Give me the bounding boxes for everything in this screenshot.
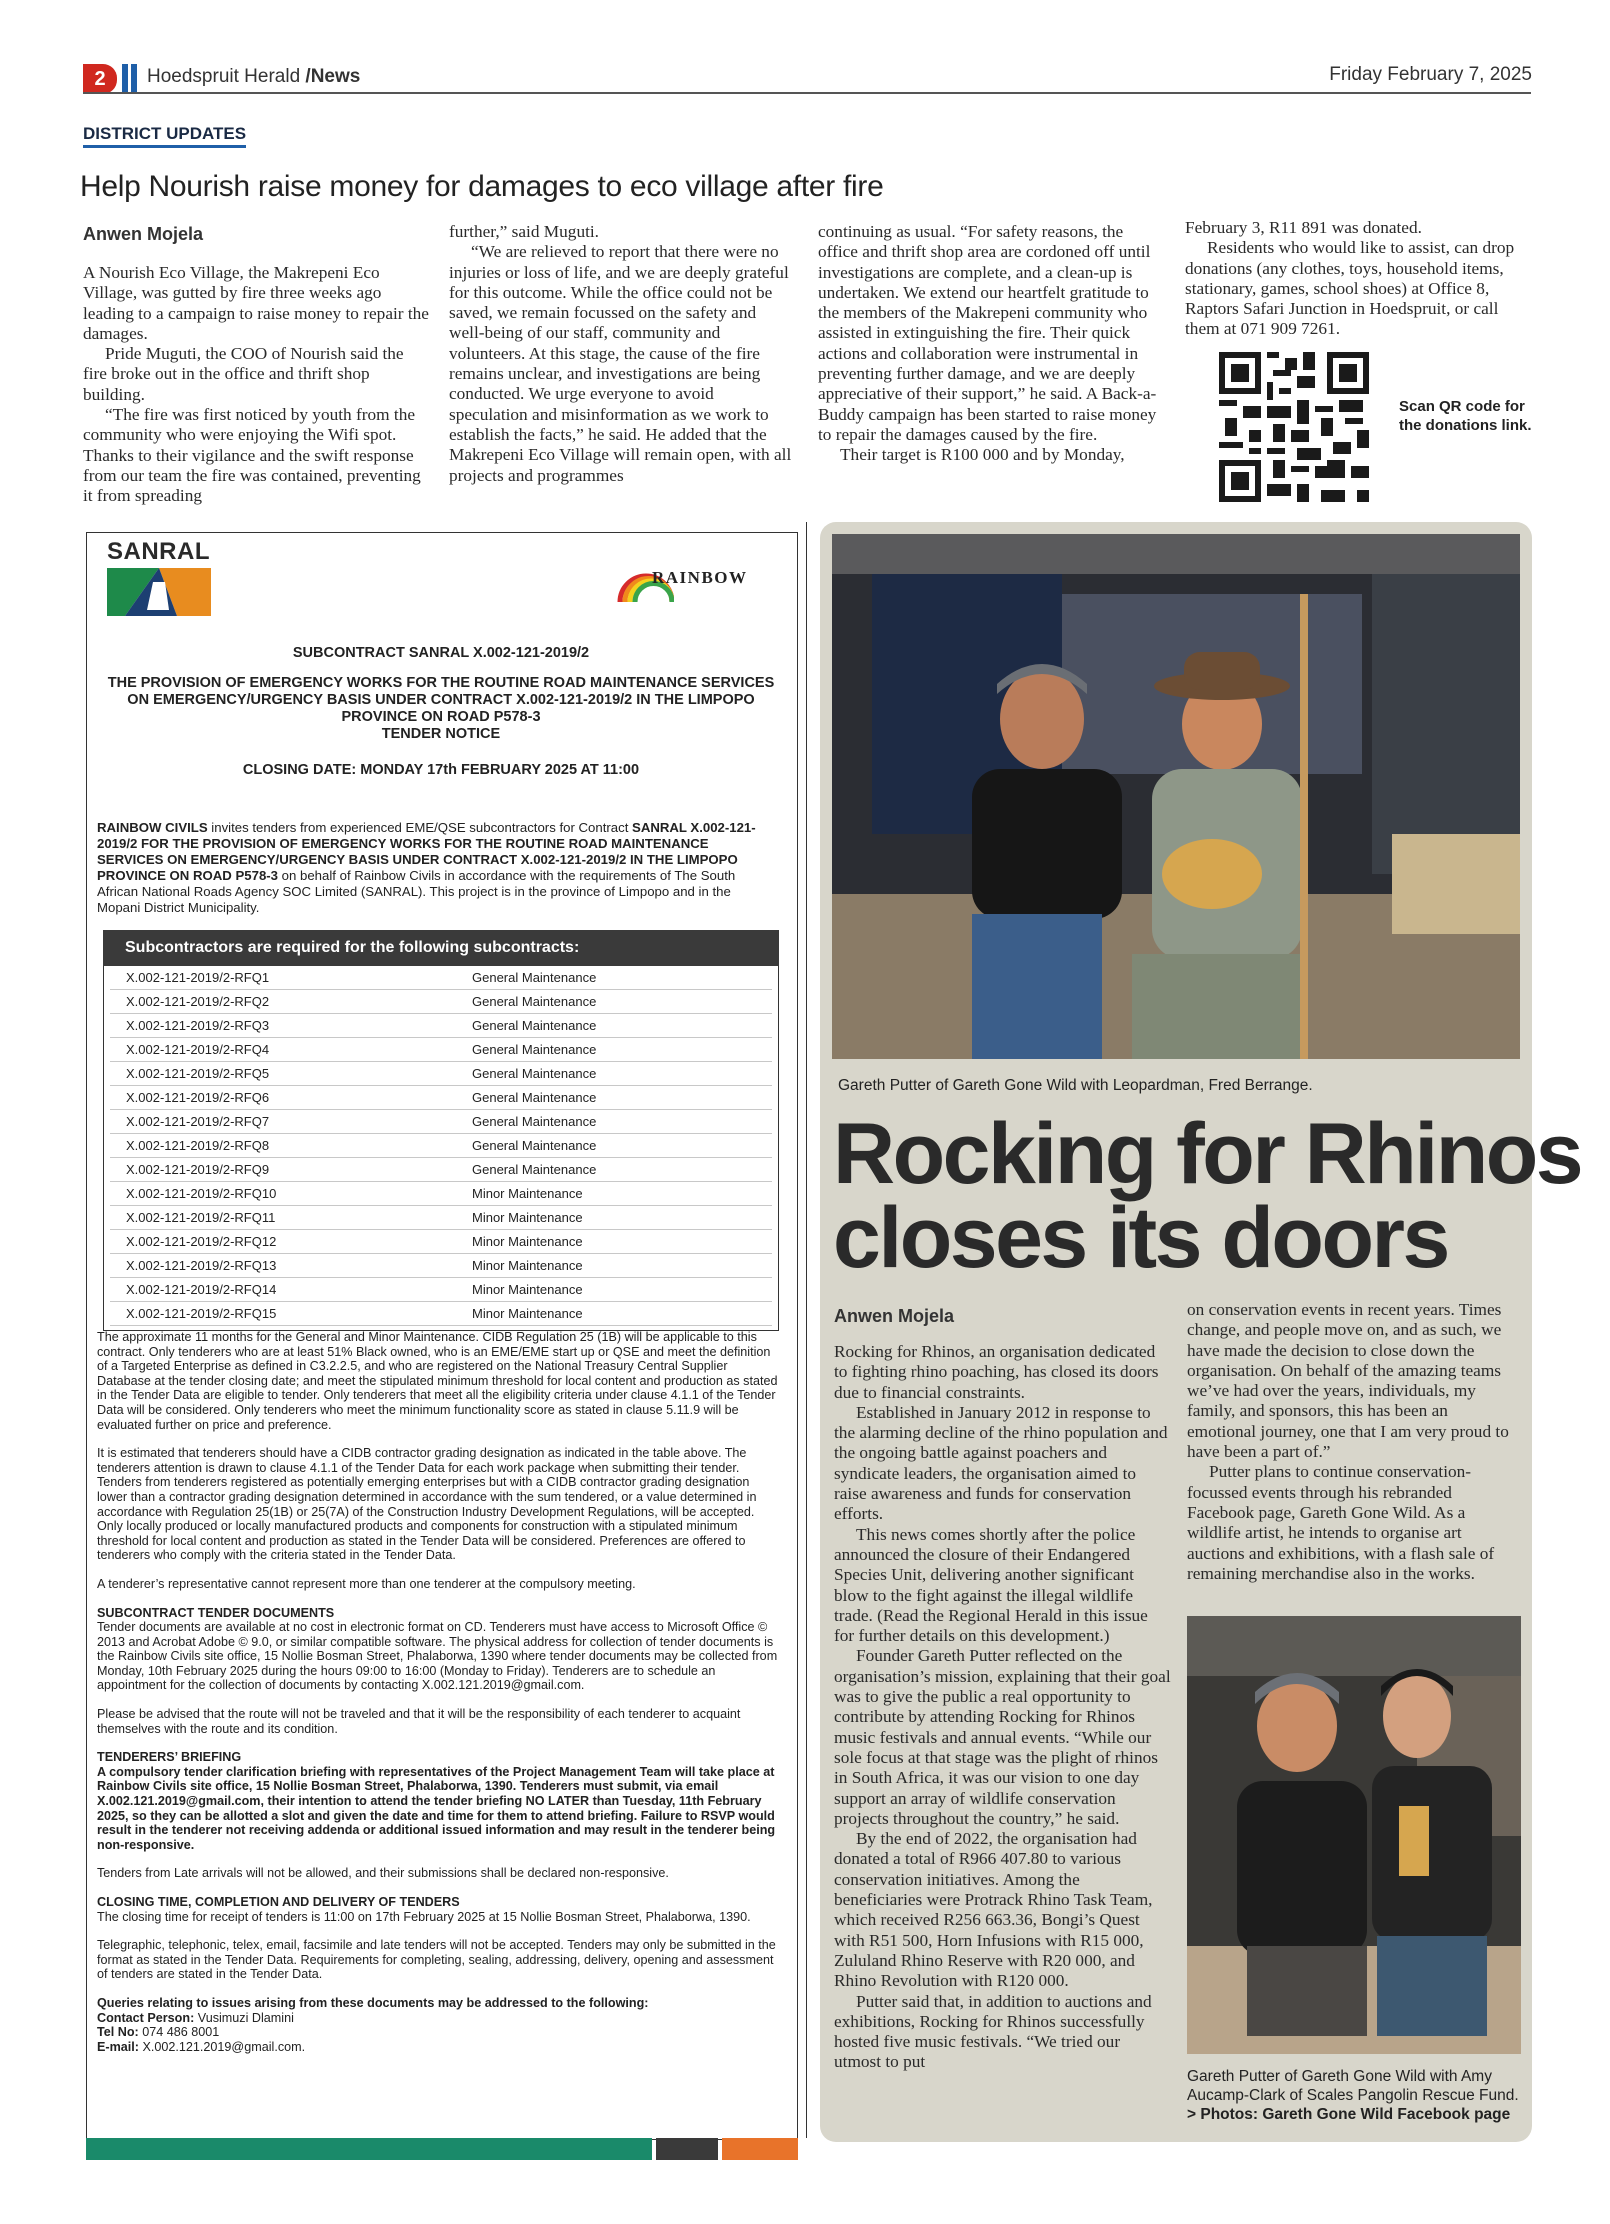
email-value: X.002.121.2019@gmail.com. — [139, 2039, 306, 2054]
article2-paragraph: This news comes shortly after the police announced the closure of their Endangered Species Unit, delivering another significant blow to the fight against the illegal wildlife trade. (Read the Regional Herald in this issue for further details on this development.) — [834, 1524, 1148, 1646]
rfq-number-cell: X.002-121-2019/2-RFQ6 — [126, 1090, 270, 1105]
article1-paragraph-cont: continuing as usual. “For safety reasons, the office and thrift shop area are cordoned off until investigations are complete, and a clean-up is undertaken. We extend our heartfelt gratitude to the members of the Makrepeni community who assisted in extinguishing the fire. Their quick actions and collaboration were instrumental in preventing further damage, and we are deeply appreciative of their support,” he said. A Back-a-Buddy campaign has been started to raise money to repair the damages caused by the fire. — [818, 222, 1157, 444]
tel-label: Tel No: — [97, 2025, 139, 2040]
tender-contact-person — [97, 2011, 782, 2026]
subcontracts-table — [103, 930, 779, 1331]
article1-paragraph-cont: further,” said Muguti. — [449, 222, 600, 241]
rfq-number-cell: X.002-121-2019/2-RFQ1 — [126, 970, 270, 985]
tel-value: 074 486 8001 — [138, 2025, 220, 2040]
qr-code-icon[interactable] — [1219, 352, 1369, 502]
subcontracts-table-row — [110, 1254, 772, 1278]
rfq-category-cell: General Maintenance — [472, 1138, 597, 1153]
section-label: DISTRICT UPDATES — [83, 124, 246, 148]
paper-name: Hoedspruit Herald — [147, 66, 301, 87]
tender-intro-text: on behalf of Rainbow Civils in accordance with the requirements of The South African National Roads Agency SOC Limited (SANRAL). This project is in the province of Limpopo and in the Mopani District Municipality. — [97, 868, 736, 915]
rfq-category-cell: General Maintenance — [472, 1162, 597, 1177]
subcontracts-table-row — [110, 1206, 772, 1230]
rfq-category-cell: General Maintenance — [472, 1114, 597, 1129]
rfq-number-cell: X.002-121-2019/2-RFQ10 — [126, 1186, 277, 1201]
tender-title-1: SUBCONTRACT SANRAL X.002-121-2019/2 — [292, 645, 590, 661]
photo2-credit: > Photos: Gareth Gone Wild Facebook page — [1187, 2106, 1511, 2123]
subcontracts-table-row — [110, 1062, 772, 1086]
rfq-number-cell: X.002-121-2019/2-RFQ4 — [126, 1042, 270, 1057]
tender-title-3: TENDER NOTICE — [381, 726, 501, 742]
article1-paragraph: “We are relieved to report that there were no injuries or loss of life, and we are deeply grateful for this outcome. While the office could not be saved, we remain focussed on the safety and well-being of our staff, community and volunteers. At this stage, the cause of the fire remains unclear, and investigations are being conducted. We urge everyone to avoid speculation and misinformation as we work to establish the facts,” he said. He added that the Makrepeni Eco Village will remain open, with all projects and programmes — [449, 242, 792, 485]
article1-paragraph: Their target is R100 000 and by Monday, — [840, 445, 1125, 465]
contact-label: Contact Person: — [97, 2010, 195, 2025]
article1-column-2 — [449, 222, 794, 486]
photo-putter-aucamp-clark-image — [1187, 1616, 1521, 2054]
tender-body — [97, 1330, 782, 2054]
subcontracts-table-row — [110, 1230, 772, 1254]
tender-paragraph: A compulsory tender clarification briefing with representatives of the Project Management Team will take place at Rainbow Civils site office, 15 Nollie Bosman Street, Phalaborwa, 1390. Tenderers must submit, via email X.002.121.2019@gmail.com, their intention to attend the tender briefing NO LATER than Tuesday, 11th February 2025, so they can be allotted a slot and given the date and time for them to attend briefing. Failure to RSVP would result in the tenderer not receiving addenda or additional issued information and may result in the tenderer being non-responsive. — [97, 1764, 776, 1852]
article2-headline-line2: closes its doors — [833, 1190, 1448, 1286]
rfq-number-cell: X.002-121-2019/2-RFQ2 — [126, 994, 270, 1009]
article2-paragraph: By the end of 2022, the organisation had donated a total of R966 407.80 to various conservation initiatives. Among the beneficiaries were Protrack Rhino Task Team, which received R256 663.36, Bongi’s Quest with R51 500, Horn Infusions with R15 000, Zululand Rhino Reserve with R20 000, and Rhino Revolution with R120 000. — [834, 1829, 1153, 1991]
rainbow-logo-text: RAINBOW — [652, 568, 748, 587]
subcontracts-table-row — [110, 1302, 772, 1326]
rfq-number-cell: X.002-121-2019/2-RFQ8 — [126, 1138, 270, 1153]
tender-paragraph: The approximate 11 months for the General and Minor Maintenance. CIDB Regulation 25 (1B) will be applicable to this contract. Only tenderers who are at least 51% Black owned, who is an EME/EME start up or QSE and meet the definition of a Targeted Enterprise as defined in C3.2.2.5, and who are registered on the National Treasury Central Supplier Database at the tender closing date; and meet the stipulated minimum threshold for local content and production as stated in the Tender Data are eligible to tender. Only tenderers that meet all the eligibility criteria under clause 4.1.1 of the Tender Data will be considered. Only tenderers who meet the minimum functionality score as stated in clause 5.11.9 will be evaluated further on price and preference. — [97, 1330, 778, 1432]
subcontracts-table-row — [110, 1086, 772, 1110]
tender-paragraph: A tenderer’s representative cannot represent more than one tenderer at the compulsory meeting. — [97, 1576, 636, 1591]
rfq-category-cell: Minor Maintenance — [472, 1210, 583, 1225]
subcontracts-table-row — [110, 966, 772, 990]
rfq-category-cell: General Maintenance — [472, 1066, 597, 1081]
article1-paragraph: A Nourish Eco Village, the Makrepeni Eco Village, was gutted by fire three weeks ago leading to a campaign to raise money to repair the damages. — [83, 263, 429, 343]
photo-putter-berrange-image — [832, 534, 1520, 1059]
article2-paragraph: Putter plans to continue conservation-focussed events through his rebranded Facebook page, Gareth Gone Wild. As a wildlife artist, he intends to organise art auctions and exhibitions, with a flash sale of remaining merchandise also in the works. — [1187, 1462, 1495, 1583]
rfq-category-cell: Minor Maintenance — [472, 1306, 583, 1321]
article2-byline: Anwen Mojela — [834, 1306, 955, 1326]
header-separator: / — [305, 66, 311, 87]
page-number: 2 — [83, 64, 117, 94]
rfq-number-cell: X.002-121-2019/2-RFQ13 — [126, 1258, 277, 1273]
article2-column-2 — [1187, 1300, 1520, 1584]
contact-value: Vusimuzi Dlamini — [194, 2010, 294, 2025]
tender-paragraph: It is estimated that tenderers should have a CIDB contractor grading designation as indicated in the table above. The tenderers attention is drawn to clause 4.1.1 of the Tender Data for each work package when submitting their tender. Tenders from tenderers registered as potentially emerging enterprises but with a CIDB contractor grading designation lower than a contractor grading designation determined in accordance with the sum tendered, or a value determined in accordance with Regulation 25(1B) or 25(7A) of the Construction Industry Development Regulations, will be accepted. Only locally produced or locally manufactured products and components for construction with a stipulated minimum threshold for local content and production as stated in the Tender Data will be considered. Preferences are offered to tenderers who comply with the criteria stated in the Tender Data. — [97, 1446, 757, 1563]
tender-subheading: Queries relating to issues arising from these documents may be addressed to the following: — [97, 1995, 649, 2010]
photo2-caption-text: Gareth Putter of Gareth Gone Wild with Amy Aucamp-Clark of Scales Pangolin Rescue Fund. — [1187, 2068, 1519, 2104]
sanral-logo-text: SANRAL — [107, 538, 210, 565]
article1-byline: Anwen Mojela — [83, 224, 204, 244]
subcontracts-table-row — [110, 990, 772, 1014]
rfq-category-cell: General Maintenance — [472, 1018, 597, 1033]
tender-paragraph: Please be advised that the route will not be traveled and that it will be the responsibility of each tenderer to acquaint themselves with the route and its condition. — [97, 1707, 741, 1736]
tender-intro-text: invites tenders from experienced EME/QSE subcontractors for Contract — [207, 820, 633, 835]
article2-paragraph: Founder Gareth Putter reflected on the organisation’s mission, explaining that their goal was to give the public a real opportunity to contribute by attending Rocking for Rhinos music festivals and annual events. “While our sole focus at that stage was the plight of rhinos in South Africa, it was our vision to one day support an array of wildlife conservation projects throughout the country,” he said. — [834, 1646, 1171, 1828]
article1-column-1 — [83, 263, 430, 507]
tender-paragraph: Telegraphic, telephonic, telex, email, facsimile and late tenders will not be accepted. Tenders may only be submitted in the format as stated in the Tender Data. Requirements for completing, sealing, addressing, delivery, opening and assessment of tenders are stated in the Tender Data. — [97, 1938, 776, 1982]
rfq-category-cell: General Maintenance — [472, 1042, 597, 1057]
tender-paragraph: Tender documents are available at no cost in electronic format on CD. Tenderers must have access to Microsoft Office © 2013 and Acrobat Adobe © 9.0, or similar compatible software. The physical address for collection of tender documents is the Rainbow Civils site office, 15 Nollie Bosman Street, Phalaborwa, 1390 where tender documents may be collected from Monday, 10th February 2025 during the hours 09:00 to 16:00 (Monday to Friday). Tenderers are to schedule an appointment for the collection of documents by contacting X.002.121.2019@gmail.com. — [97, 1620, 778, 1693]
tender-paragraph: The closing time for receipt of tenders is 11:00 on 17th February 2025 at 15 Nollie Bosman Street, Phalaborwa, 1390. — [97, 1909, 751, 1924]
tender-phone — [97, 2025, 782, 2040]
photo-putter-berrange — [832, 534, 1520, 1059]
subcontracts-table-body — [103, 966, 779, 1331]
article1-column-3 — [818, 222, 1163, 466]
issue-date: Friday February 7, 2025 — [1329, 64, 1532, 85]
article2-paragraph: Putter said that, in addition to auctions and exhibitions, Rocking for Rhinos successfully hosted five music festivals. “We tried our utmost to put — [834, 1991, 1152, 2072]
tender-closing-date: CLOSING DATE: MONDAY 17th FEBRUARY 2025 AT 11:00 — [242, 762, 640, 778]
subcontracts-table-row — [110, 1110, 772, 1134]
article1-paragraph: “The fire was first noticed by youth from the community who were enjoying the Wifi spot. Thanks to their vigilance and the swift response from our team the fire was contained, preventing it from spreading — [83, 405, 421, 506]
tender-intro-bold: SANRAL X.002-121-2019/2 FOR THE PROVISION OF EMERGENCY WORKS FOR THE ROUTINE ROAD MAINTENANCE SERVICES ON EMERGENCY/URGENCY BASIS UNDER CONTRACT X.002-121-2019/2 IN THE LIMPOPO PROVINCE ON ROAD P578-3 — [97, 820, 756, 883]
rfq-number-cell: X.002-121-2019/2-RFQ5 — [126, 1066, 270, 1081]
rfq-number-cell: X.002-121-2019/2-RFQ15 — [126, 1306, 277, 1321]
article2-paragraph-cont: on conservation events in recent years. Times change, and people move on, and as such, we have made the decision to close down the organisation. On behalf of the amazing teams we’ve had over the years, individuals, my family, and sponsors, this has been an emotional journey, one that I am very proud to have been a part of.” — [1187, 1300, 1509, 1462]
rfq-number-cell: X.002-121-2019/2-RFQ3 — [126, 1018, 270, 1033]
tender-title-2: THE PROVISION OF EMERGENCY WORKS FOR THE ROUTINE ROAD MAINTENANCE SERVICES ON EMERGENCY/URGENCY BASIS UNDER CONTRACT X.002-121-2019/2 IN THE LIMPOPO PROVINCE ON ROAD P578-3 — [107, 675, 775, 725]
rfq-category-cell: General Maintenance — [472, 1090, 597, 1105]
subcontracts-table-row — [110, 1134, 772, 1158]
tender-intro — [97, 820, 767, 916]
rfq-number-cell: X.002-121-2019/2-RFQ7 — [126, 1114, 270, 1129]
rfq-number-cell: X.002-121-2019/2-RFQ9 — [126, 1162, 270, 1177]
tender-intro-bold: RAINBOW CIVILS — [97, 820, 208, 835]
rfq-category-cell: General Maintenance — [472, 970, 597, 985]
article2-paragraph: Established in January 2012 in response to the alarming decline of the rhino population and the ongoing battle against poachers and syndicate leaders, the organisation aimed to raise awareness and funds for conservation efforts. — [834, 1402, 1168, 1524]
rfq-category-cell: Minor Maintenance — [472, 1282, 583, 1297]
tender-color-strip — [86, 2138, 798, 2160]
rfq-number-cell: X.002-121-2019/2-RFQ14 — [126, 1282, 277, 1297]
email-label: E-mail: — [97, 2039, 139, 2054]
rfq-category-cell: General Maintenance — [472, 994, 597, 1009]
article1-paragraph: Residents who would like to assist, can drop donations (any clothes, toys, household items, stationary, games, school shoes) at Office 8, Raptors Safari Junction in Hoedspruit, or call them at 071 909 7261. — [1185, 238, 1515, 339]
tender-subheading: CLOSING TIME, COMPLETION AND DELIVERY OF TENDERS — [97, 1895, 460, 1909]
article1-paragraph: Pride Muguti, the COO of Nourish said the fire broke out in the office and thrift shop building. — [83, 344, 404, 404]
article1-headline: Help Nourish raise money for damages to eco village after fire — [80, 170, 884, 203]
qr-caption: Scan QR code for the donations link. — [1399, 398, 1532, 434]
column-rule — [806, 522, 807, 2138]
tender-subheading: TENDERERS’ BRIEFING — [97, 1750, 242, 1765]
subcontracts-table-row — [110, 1278, 772, 1302]
header-masthead — [147, 66, 360, 88]
photo-putter-aucamp-clark — [1187, 1616, 1521, 2054]
tender-email[interactable] — [97, 2040, 782, 2055]
tender-titles — [86, 645, 796, 779]
subcontracts-table-row — [110, 1182, 772, 1206]
article1-paragraph-cont: February 3, R11 891 was donated. — [1185, 218, 1422, 237]
rfq-number-cell: X.002-121-2019/2-RFQ11 — [126, 1210, 276, 1225]
article1-column-4 — [1185, 218, 1530, 340]
sanral-road-icon — [107, 568, 211, 616]
subcontracts-table-header: Subcontractors are required for the following subcontracts: — [103, 930, 779, 966]
article2-headline — [833, 1106, 1582, 1286]
tender-subheading: SUBCONTRACT TENDER DOCUMENTS — [97, 1605, 335, 1620]
sanral-logo — [107, 538, 211, 616]
header-rule — [83, 92, 1531, 94]
tender-paragraph: Tenders from Late arrivals will not be allowed, and their submissions shall be declared non-responsive. — [97, 1866, 669, 1881]
article2-column-1 — [834, 1342, 1171, 2073]
photo1-caption: Gareth Putter of Gareth Gone Wild with Leopardman, Fred Berrange. — [838, 1077, 1313, 1094]
rfq-category-cell: Minor Maintenance — [472, 1234, 583, 1249]
subcontracts-table-row — [110, 1014, 772, 1038]
section-name: News — [310, 66, 361, 87]
photo2-caption — [1187, 2067, 1523, 2124]
article2-headline-line1: Rocking for Rhinos — [833, 1106, 1582, 1202]
rfq-number-cell: X.002-121-2019/2-RFQ12 — [126, 1234, 277, 1249]
rfq-category-cell: Minor Maintenance — [472, 1258, 583, 1273]
subcontracts-table-row — [110, 1038, 772, 1062]
rainbow-logo — [614, 552, 774, 606]
article2-paragraph: Rocking for Rhinos, an organisation dedicated to fighting rhino poaching, has closed its doors due to financial constraints. — [834, 1342, 1159, 1402]
rfq-category-cell: Minor Maintenance — [472, 1186, 583, 1201]
subcontracts-table-row — [110, 1158, 772, 1182]
